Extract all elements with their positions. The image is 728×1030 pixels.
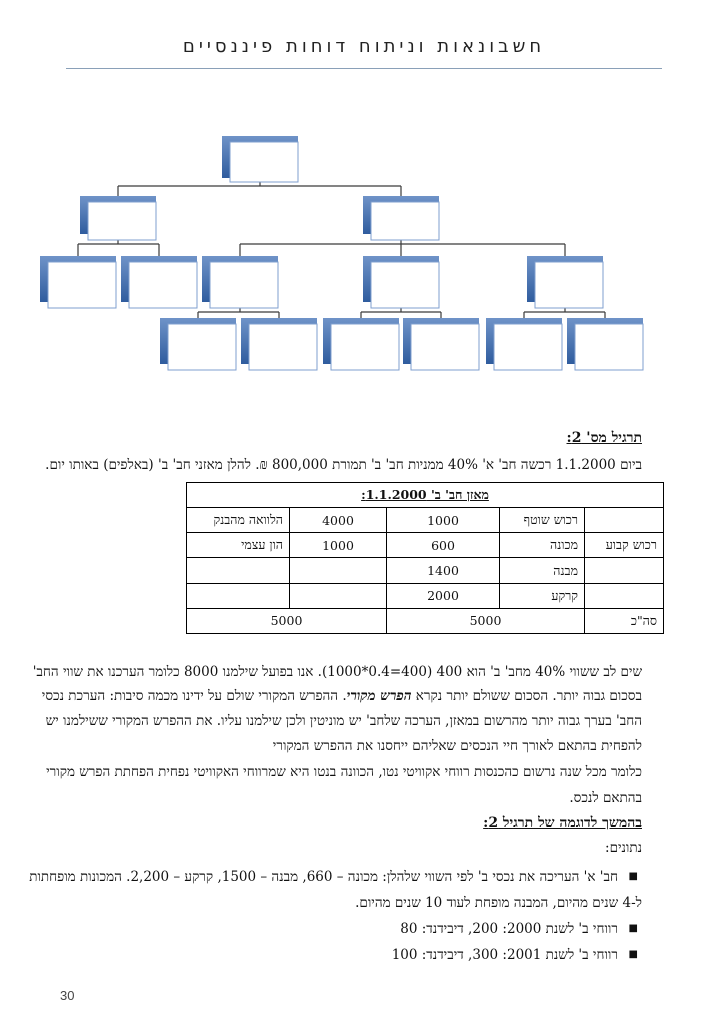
asset-value-cell: 1400 — [387, 558, 500, 583]
table-row — [187, 583, 664, 608]
list-item — [22, 890, 642, 916]
givens-item-1b: ל-4 שנים מהיום, המבנה מופחת לעוד 10 שנים מהיום. — [355, 895, 642, 911]
org-box-l4-1 — [160, 318, 236, 370]
exercise-title: תרגיל מס' 2: — [566, 430, 642, 446]
givens-label: נתונים: — [605, 840, 642, 856]
notes-line-6: בהתאם לנכס. — [569, 790, 642, 806]
liability-value-cell — [290, 583, 387, 608]
table-row — [187, 533, 664, 558]
givens-list — [22, 864, 642, 968]
org-box-l4-2 — [241, 318, 317, 370]
exercise-intro: ביום 1.1.2000 רכשה חב' א' 40% ממניות חב' ב' תמורת 800,000 ₪. להלן מאזני חב' ב' (באלפים) באותו יום. — [45, 457, 642, 473]
notes-line-2b: . ההפרש המקורי שולם על ידינו מכמה סיבות: הערכת נכסי — [41, 688, 347, 704]
liability-value-cell — [290, 558, 387, 583]
org-box-l4-4 — [403, 318, 479, 370]
asset-value-cell: 600 — [387, 533, 500, 558]
org-box-l3-2 — [121, 256, 197, 308]
list-item — [22, 864, 642, 890]
liability-total-cell: 5000 — [187, 608, 387, 633]
org-box-l3-4 — [363, 256, 439, 308]
notes-line-3: החב' בערך גבוה יותר מהרשום במאזן, הערכה שלחב' יש מוניטין ולכן שילמנו עליו. את ההפרש המקורי ששילמנו יש — [45, 713, 642, 729]
org-box-l4-6 — [567, 318, 643, 370]
notes-line-5: כלומר מכל שנה נרשום כהכנסות רווחי אקוויטי נטו, הכוונה בנטו היא שמרווחי האקוויטי נפחית הפחתת הפרש מקורי — [46, 764, 642, 780]
total-label-cell: סה"כ — [585, 608, 664, 633]
givens-item-3: רווחי ב' לשנת 2001: 300, דיבידנד: 100 — [391, 947, 618, 963]
liability-label-cell — [187, 558, 290, 583]
balance-title: מאזן חב' ב' 1.1.2000: — [187, 483, 664, 508]
list-item — [22, 942, 642, 968]
category-cell: רכוש קבוע — [585, 533, 664, 558]
asset-value-cell: 1000 — [387, 508, 500, 533]
asset-label-cell: מכונה — [500, 533, 585, 558]
page-header-title: חשבונאות וניתוח דוחות פיננסיים — [182, 36, 546, 57]
liability-value-cell: 1000 — [290, 533, 387, 558]
category-cell — [585, 558, 664, 583]
category-cell — [585, 508, 664, 533]
balance-total-row — [187, 608, 664, 633]
list-item — [22, 916, 642, 942]
notes-line-2a: בסכום גבוה יותר. הסכום ששולם יותר נקרא — [411, 688, 642, 704]
bullet-icon: ■ — [628, 871, 638, 882]
asset-label-cell: קרקע — [500, 583, 585, 608]
org-box-l2-left — [80, 196, 156, 240]
org-chart-boxes — [40, 136, 643, 370]
category-cell — [585, 583, 664, 608]
page-number: 30 — [60, 988, 75, 1003]
balance-sheet-table — [186, 482, 664, 634]
asset-label-cell: רכוש שוטף — [500, 508, 585, 533]
table-row — [187, 558, 664, 583]
org-box-l2-right — [363, 196, 439, 240]
notes-emphasis: הפרש מקורי — [346, 688, 412, 704]
org-box-l3-5 — [527, 256, 603, 308]
org-box-l3-1 — [40, 256, 116, 308]
balance-title-row — [187, 483, 664, 508]
givens-item-2: רווחי ב' לשנת 2000: 200, דיבידנד: 80 — [400, 921, 618, 937]
notes-line-2 — [42, 688, 642, 704]
asset-value-cell: 2000 — [387, 583, 500, 608]
liability-label-cell — [187, 583, 290, 608]
bullet-icon: ■ — [628, 923, 638, 934]
asset-total-cell: 5000 — [387, 608, 585, 633]
asset-label-cell: מבנה — [500, 558, 585, 583]
org-box-root — [222, 136, 298, 182]
org-box-l3-3 — [202, 256, 278, 308]
org-box-l4-3 — [323, 318, 399, 370]
notes-line-4: להפחית בהתאם לאורך חיי הנכסים שאליהם ייחסנו את ההפרש המקורי — [272, 738, 642, 754]
givens-item-1a: חב' א' העריכה את נכסי ב' לפי השווי שלהלן: מכונה – 660, מבנה – 1500, קרקע – 2,200. המכונות מופחתות — [29, 869, 618, 885]
continuation-title: בהמשך לדוגמה של תרגיל 2: — [483, 815, 642, 831]
liability-label-cell: הון עצמי — [187, 533, 290, 558]
liability-value-cell: 4000 — [290, 508, 387, 533]
org-chart-diagram — [0, 0, 728, 400]
notes-line-1: שים לב ששווי 40% מחב' ב' הוא 400 (400=0.4*1000). אנו בפועל שילמנו 8000 כלומר הערכנו את שווי החב' — [32, 664, 642, 680]
bullet-icon: ■ — [628, 949, 638, 960]
org-box-l4-5 — [486, 318, 562, 370]
table-row — [187, 508, 664, 533]
liability-label-cell: הלוואה מהבנק — [187, 508, 290, 533]
